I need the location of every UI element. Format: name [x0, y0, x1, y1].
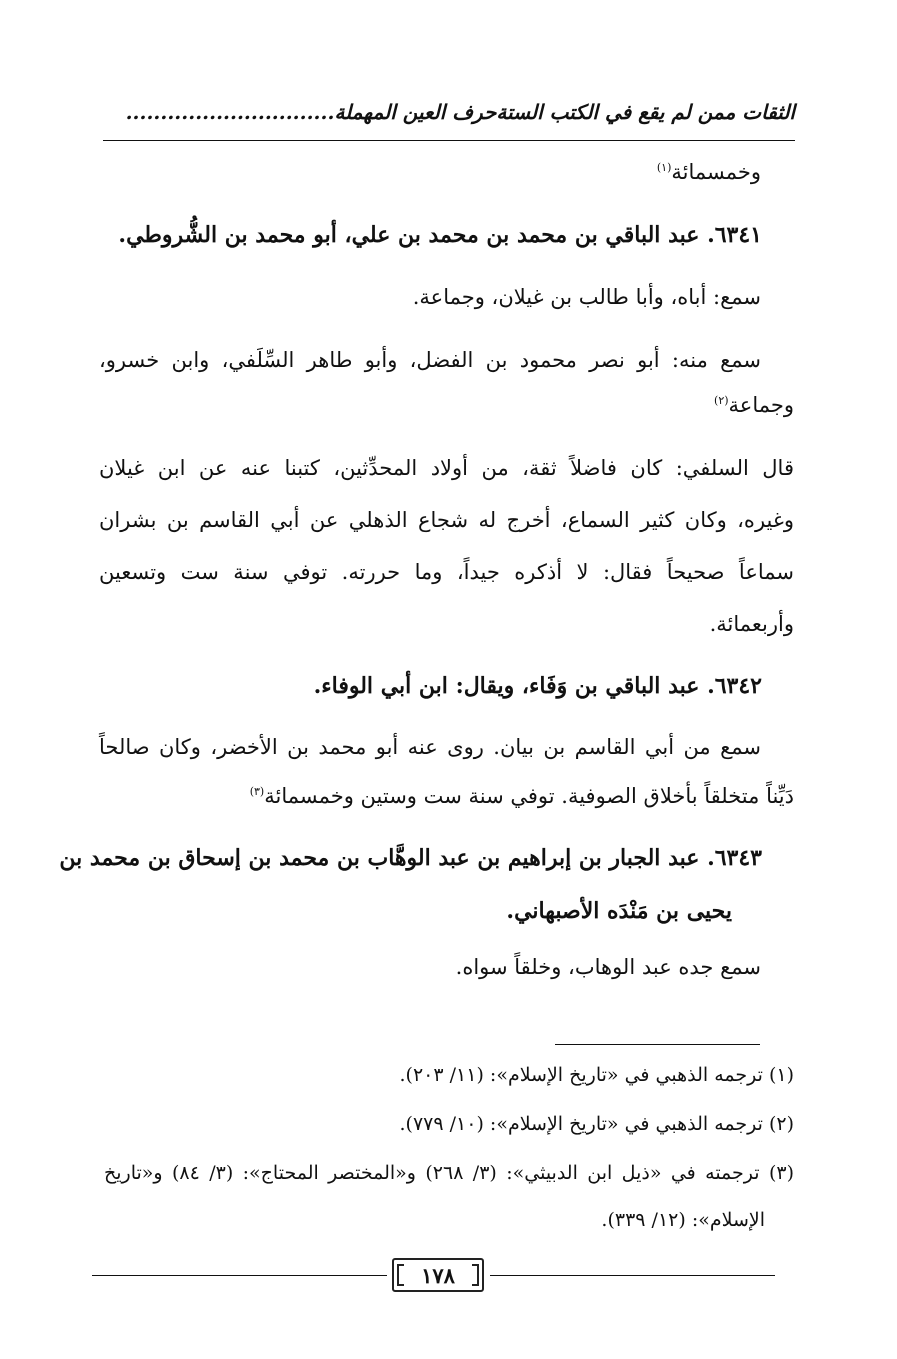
- entry-number: ٦٣٤٣.: [707, 845, 762, 871]
- entry-6341-students-line2: [714, 393, 794, 417]
- entry-6343-heading: [59, 845, 762, 871]
- entry-name-line1: عبد الجبار بن إبراهيم بن عبد الوهَّاب بن محمد بن إسحاق بن محمد بن: [59, 845, 700, 871]
- entry-6341-quote-line3: سماعاً صحيحاً فقال: لا أذكره جيداً، وما حررته. توفي سنة ست وتسعين: [99, 560, 794, 584]
- bottom-rule-right: [490, 1275, 775, 1276]
- entry-6342-text-line2: [250, 784, 794, 808]
- header-rule: [103, 140, 795, 141]
- footnote-3-line2: الإسلام»: (١٢/ ٣٣٩).: [601, 1209, 765, 1231]
- continuation-line: [657, 160, 761, 184]
- entry-number: ٦٣٤٢.: [707, 673, 762, 699]
- entry-6343-teachers: سمع جده عبد الوهاب، وخلقاً سواه.: [455, 955, 761, 979]
- entry-6343-heading-line2: يحيى بن مَنْدَه الأصبهاني.: [506, 898, 732, 924]
- continuation-text: وخمسمائة: [671, 160, 761, 184]
- entry-6341-quote-line1: قال السلفي: كان فاضلاً ثقة، من أولاد المحدِّثين، كتبنا عنه عن ابن غيلان: [99, 456, 794, 480]
- footnote-separator: [555, 1044, 760, 1045]
- footnote-ref-3: (٣): [249, 785, 265, 798]
- entry-number: ٦٣٤١.: [707, 222, 762, 248]
- entry-6341-quote-line4: وأربعمائة.: [709, 612, 794, 636]
- footnote-1: (١) ترجمه الذهبي في «تاريخ الإسلام»: (١١/ ٢٠٣).: [399, 1064, 794, 1086]
- footnote-3-line1: (٣) ترجمته في «ذيل ابن الدبيثي»: (٣/ ٢٦٨) و«المختصر المحتاج»: (٣/ ٨٤) و«تاريخ: [104, 1162, 794, 1184]
- page-number: [392, 1258, 484, 1292]
- footnote-ref-2: (٢): [714, 394, 729, 407]
- entry-6341-teachers: سمع: أباه، وأبا طالب بن غيلان، وجماعة.: [412, 285, 761, 309]
- entry-name: عبد الباقي بن محمد بن محمد بن علي، أبو محمد بن الشُّروطي.: [118, 222, 700, 248]
- bottom-rule-left: [92, 1275, 387, 1276]
- page-number-text: ١٧٨: [421, 1262, 455, 1288]
- entry-6342-heading: [314, 673, 762, 699]
- entry-name: عبد الباقي بن وَفَاء، ويقال: ابن أبي الوفاء.: [313, 673, 700, 699]
- entry-6341-heading: [118, 222, 762, 248]
- entry-6342-text-line1: سمع من أبي القاسم بن بيان. روى عنه أبو محمد بن الأخضر، وكان صالحاً: [99, 735, 761, 759]
- header-right: الثقات ممن لم يقع في الكتب الستة: [496, 100, 795, 124]
- entry-text-tail: دَيِّناً متخلقاً بأخلاق الصوفية. توفي سنة ست وستين وخمسمائة: [264, 784, 794, 808]
- entry-6341-quote-line2: وغيره، وكان كثير السماع، أخرج له شجاع الذهلي عن أبي القاسم بن بشران: [99, 508, 794, 532]
- students-tail: وجماعة: [728, 393, 794, 417]
- header-left: حرف العين المهملة..............................: [125, 100, 497, 124]
- footnote-ref-1: (١): [656, 161, 672, 174]
- running-header: [105, 100, 795, 124]
- entry-6341-students-line1: سمع منه: أبو نصر محمود بن الفضل، وأبو طاهر السِّلَفي، وابن خسرو،: [99, 348, 761, 372]
- footnote-2: (٢) ترجمه الذهبي في «تاريخ الإسلام»: (١٠/ ٧٧٩).: [399, 1113, 794, 1135]
